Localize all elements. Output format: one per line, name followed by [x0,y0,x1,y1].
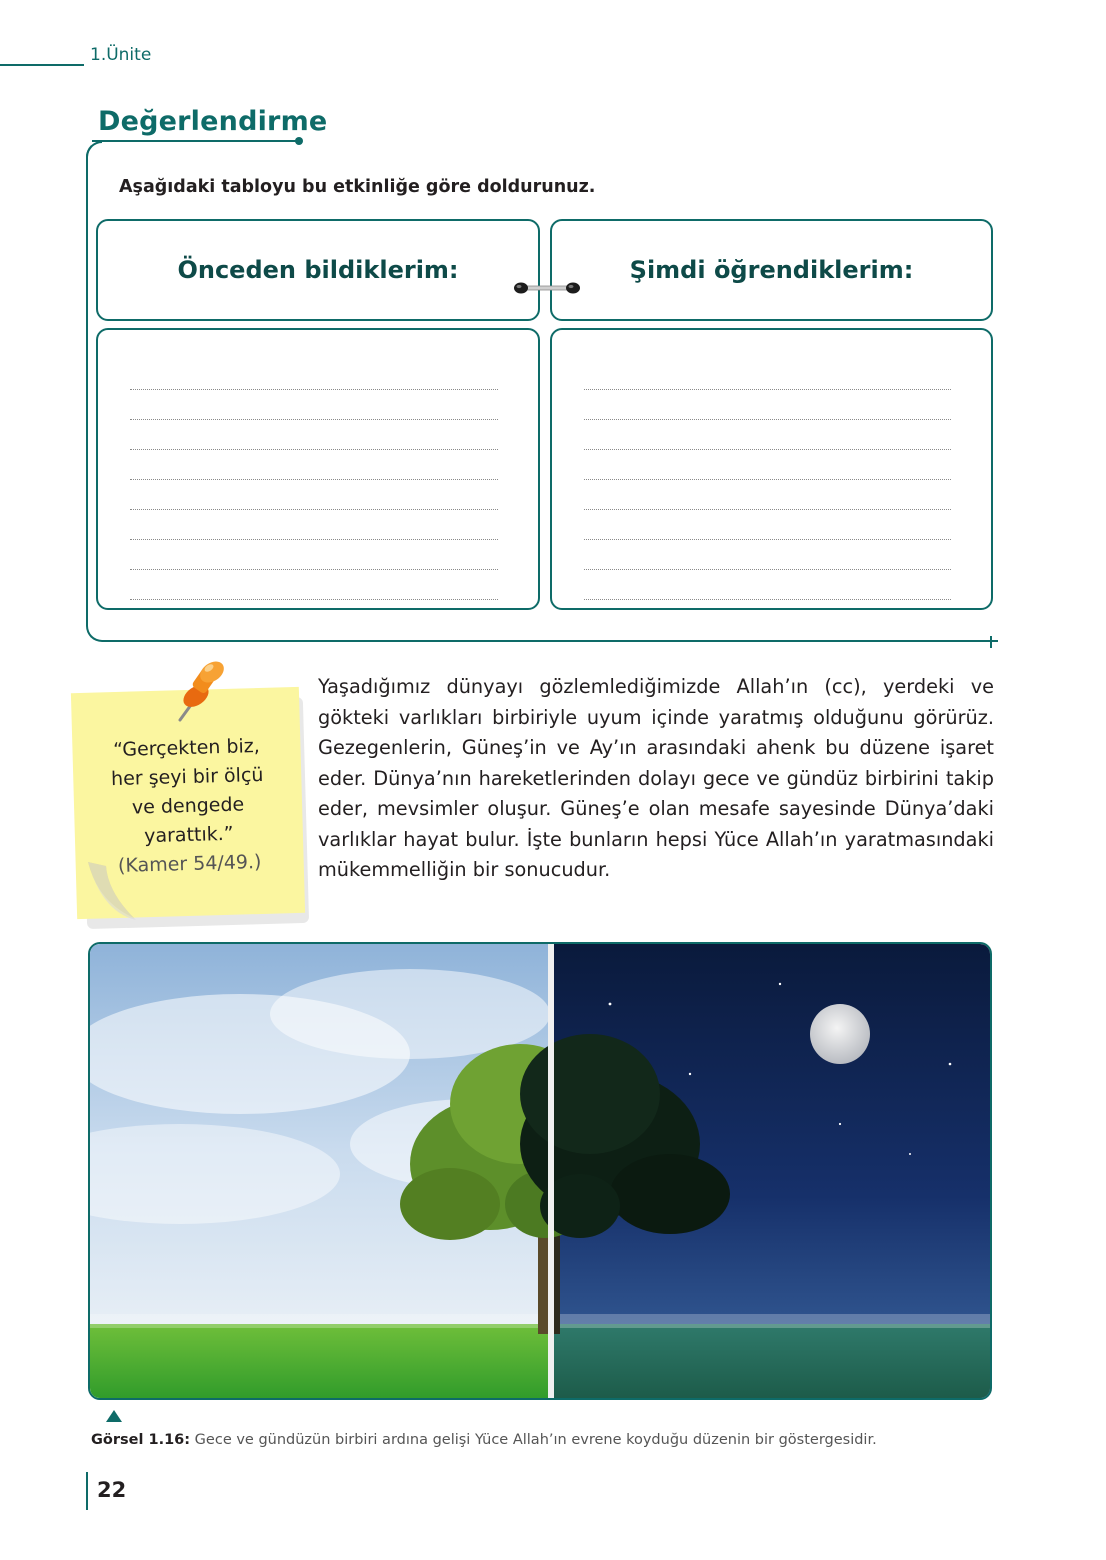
note-line: “Gerçekten biz, [112,734,261,762]
writing-line [584,540,951,570]
unit-rule [0,64,84,66]
page-number-rule [86,1472,88,1510]
writing-line [130,450,498,480]
binder-ring-icon [514,282,580,294]
writing-line [584,420,951,450]
frame-end-tick [990,636,992,648]
writing-line [584,570,951,600]
writing-line [130,420,498,450]
verse-reference: (Kamer 54/49.) [117,850,262,877]
push-pin-icon [166,656,230,728]
writing-lines [130,360,498,600]
figure-label: Görsel 1.16: [91,1432,191,1448]
note-line: her şeyi bir ölçü [110,763,264,791]
writing-line [584,480,951,510]
figure-caption-text: Gece ve gündüzün birbiri ardına gelişi Yüce Allah’ın evrene koyduğu düzenin bir göstergesidir. [190,1432,877,1448]
caption-marker [106,1410,122,1422]
writing-line [584,390,951,420]
writing-line [584,510,951,540]
writing-lines [584,360,951,600]
moon-shape [810,1004,870,1064]
writing-line [130,360,498,390]
unit-label: 1.Ünite [90,45,152,65]
writing-line [584,360,951,390]
page-number: 22 [97,1478,127,1502]
after-heading: Şimdi öğrendiklerim: [629,256,914,284]
figure-caption [91,1432,877,1448]
after-writing-box[interactable] [550,328,993,610]
writing-line [130,390,498,420]
before-heading-box [96,219,540,321]
writing-line [130,540,498,570]
section-title: Değerlendirme [98,106,328,137]
writing-line [584,450,951,480]
note-line: yarattık.” [143,822,234,848]
writing-line [130,510,498,540]
body-paragraph: Yaşadığımız dünyayı gözlemlediğimizde Allah’ın (cc), yerdeki ve gökteki varlıkları birbiriyle uyum içinde yaratmış olduğunu görürüz. Gezegenlerin, Güneş’in ve Ay’ın arasındaki ahenk bu düzene işaret eder. Dünya’nın hareketlerinden dolayı gece ve gündüz birbirini takip eder, mevsimler oluşur. Güneş’e olan mesafe sayesinde Dünya’daki varlıklar hayat bulur. İşte bunların hepsi Yüce Allah’ın yaratmasındaki mükemmelliğin bir sonucudur. [318,675,994,881]
writing-line [130,570,498,600]
before-writing-box[interactable] [96,328,540,610]
instruction-text: Aşağıdaki tabloyu bu etkinliğe göre doldurunuz. [119,177,596,197]
day-night-image [88,942,992,1400]
note-curl [88,862,136,920]
after-heading-box [550,219,993,321]
note-line: ve dengede [131,793,245,819]
writing-line [130,480,498,510]
day-night-illustration [90,944,992,1400]
before-heading: Önceden bildiklerim: [177,256,459,284]
